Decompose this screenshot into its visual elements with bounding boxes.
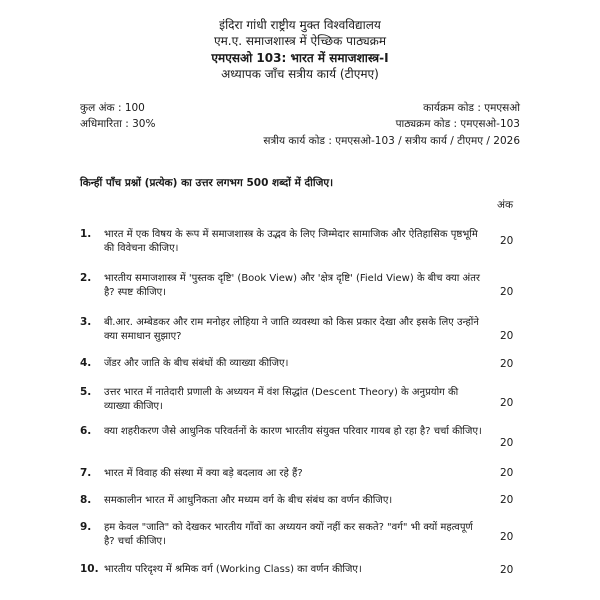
- question-number: 2.: [80, 272, 92, 284]
- question-text: समकालीन भारत में आधुनिकता और मध्यम वर्ग के बीच संबंध का वर्णन कीजिए।: [104, 495, 393, 506]
- question-marks: 20: [500, 437, 514, 449]
- course-title: एमएसओ 103: भारत में समाजशास्त्र-I: [211, 51, 389, 65]
- question-text: उत्तर भारत में नातेदारी प्रणाली के अध्ययन में वंश सिद्धांत (Descent Theory) के अनुप्रयोग की व्याख्या कीजिए।: [104, 387, 459, 412]
- question-number: 4.: [80, 357, 92, 369]
- question-text: भारतीय समाजशास्त्र में 'पुस्तक दृष्टि' (Book View) और 'क्षेत्र दृष्टि' (Field View) के बीच क्या अंतर है? स्पष्ट कीजिए।: [104, 273, 480, 298]
- question-text: भारतीय परिदृश्य में श्रमिक वर्ग (Working Class) का वर्णन कीजिए।: [104, 564, 362, 575]
- question-marks: 20: [500, 286, 514, 298]
- instruction: किन्हीं पाँच प्रश्नों (प्रत्येक) का उत्तर लगभग 500 शब्दों में दीजिए।: [80, 177, 334, 189]
- question-number: 5.: [80, 386, 92, 398]
- question-number: 9.: [80, 521, 92, 533]
- programme-title: एम.ए. समाजशास्त्र में ऐच्छिक पाठ्यक्रम: [213, 34, 387, 48]
- question-text: क्या शहरीकरण जैसे आधुनिक परिवर्तनों के कारण भारतीय संयुक्त परिवार गायब हो रहा है? चर्चा कीजिए।: [104, 426, 482, 437]
- course-code: पाठ्यक्रम कोड : एमएसओ-103: [395, 118, 520, 130]
- question-number: 6.: [80, 425, 92, 437]
- question-marks: 20: [500, 531, 514, 543]
- question-text: जेंडर और जाति के बीच संबंधों की व्याख्या कीजिए।: [104, 358, 289, 369]
- weightage: अधिमारिता : 30%: [80, 118, 156, 130]
- total-marks: कुल अंक : 100: [80, 102, 145, 114]
- question-number: 8.: [80, 494, 92, 506]
- question-text: भारत में एक विषय के रूप में समाजशास्त्र के उद्भव के लिए जिम्मेदार सामाजिक और ऐतिहासिक पृष्ठभूमि की विवेचना कीजिए।: [104, 229, 478, 254]
- question-marks: 20: [500, 397, 514, 409]
- question-number: 10.: [80, 563, 99, 575]
- assignment-code: सत्रीय कार्य कोड : एमएसओ-103 / सत्रीय कार्य / टीएमए / 2026: [263, 135, 520, 147]
- question-text: बी.आर. अम्बेडकर और राम मनोहर लोहिया ने जाति व्यवस्था को किस प्रकार देखा और इसके लिए उन्होंने क्या समाधान सुझाए?: [104, 317, 479, 342]
- question-number: 7.: [80, 467, 92, 479]
- question-marks: 20: [500, 467, 514, 479]
- programme-code: कार्यक्रम कोड : एमएसओ: [423, 102, 520, 114]
- university-name: इंदिरा गांधी राष्ट्रीय मुक्त विश्वविद्यालय: [219, 18, 381, 32]
- question-marks: 20: [500, 494, 514, 506]
- marks-header: अंक: [497, 199, 514, 211]
- question-text: हम केवल "जाति" को देखकर भारतीय गाँवों का अध्ययन क्यों नहीं कर सकते? "वर्ग" भी क्यों महत्वपूर्ण है? चर्चा कीजिए।: [104, 522, 473, 547]
- question-marks: 20: [500, 330, 514, 342]
- question-number: 3.: [80, 316, 92, 328]
- question-marks: 20: [500, 564, 514, 576]
- question-text: भारत में विवाह की संस्था में क्या बड़े बदलाव आ रहे हैं?: [104, 468, 303, 479]
- question-number: 1.: [80, 228, 92, 240]
- assignment-title: अध्यापक जाँच सत्रीय कार्य (टीएमए): [221, 67, 379, 81]
- question-marks: 20: [500, 358, 514, 370]
- question-marks: 20: [500, 235, 514, 247]
